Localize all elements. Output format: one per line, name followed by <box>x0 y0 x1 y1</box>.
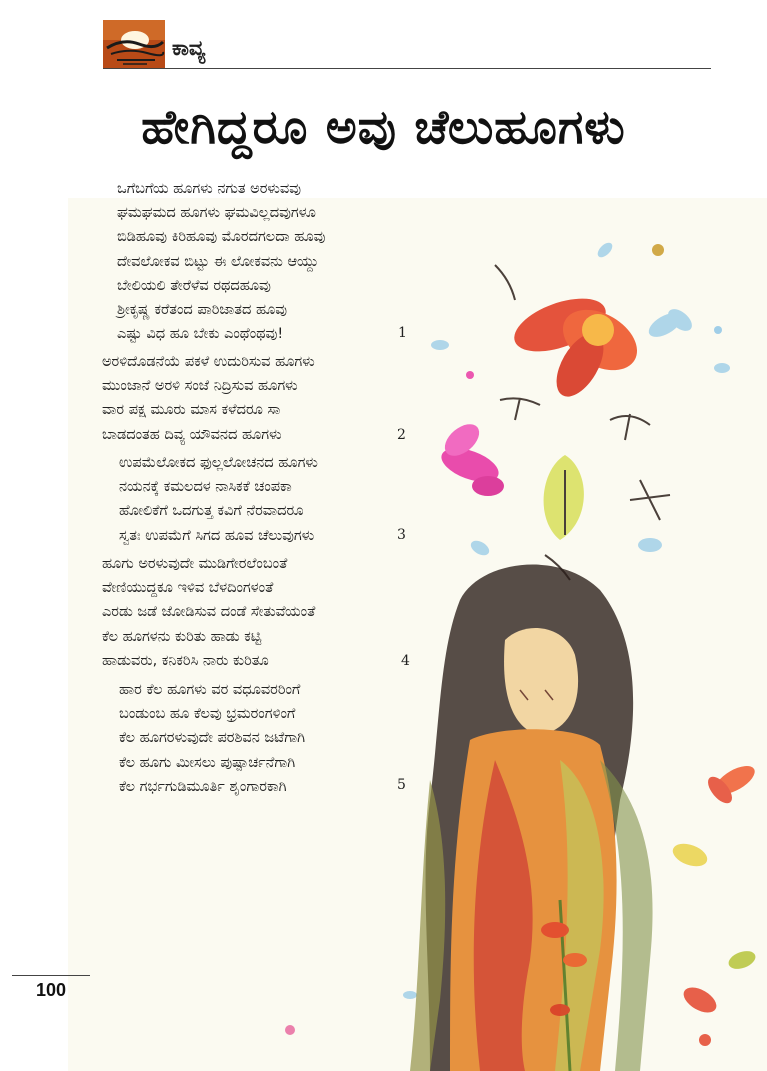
header-rule <box>103 68 711 69</box>
poem-line: ಬಿಡಿಹೂವು ಕಿರಿಹೂವು ಮೊರದಗಲದಾ ಹೂವು <box>117 229 326 246</box>
section-logo <box>103 20 165 68</box>
stanza-4 <box>102 552 315 673</box>
poem-line: ಕೆಲ ಹೂಗರಳುವುದೇ ಪರಶಿವನ ಜಟೆಗಾಗಿ <box>119 730 306 747</box>
stanza-3 <box>119 451 318 548</box>
section-label: ಕಾವ್ಯ <box>172 36 206 60</box>
stanza-number: 1 <box>398 325 407 341</box>
poem-line: ಮುಂಜಾನೆ ಅರಳಿ ಸಂಜೆ ನಿದ್ರಿಸುವ ಹೂಗಳು <box>102 378 298 395</box>
poem-line: ಬಂಡುಂಬ ಹೂ ಕೆಲವು ಭ್ರಮರಂಗಳಿಂಗೆ <box>119 706 296 723</box>
poem-line: ದೇವಲೋಕವ ಬಿಟ್ಟು ಈ ಲೋಕವನು ಆಯ್ದು <box>117 253 319 270</box>
poem-line: ಹೂಗು ಅರಳುವುದೇ ಮುಡಿಗೇರಲೆಂಬಂತೆ <box>102 556 288 572</box>
poem-line: ನಯನಕ್ಕೆ ಕಮಲದಳ ನಾಸಿಕಕೆ ಚಂಪಕಾ <box>119 479 292 496</box>
poem-line: ಹೋಲಿಕೆಗೆ ಒದಗುತ್ತ ಕವಿಗೆ ನೆರವಾದರೂ <box>119 503 304 520</box>
poem-line: ಉಪಮೆಲೋಕದ ಫುಲ್ಲಲೋಚನದ ಹೂಗಳು <box>119 455 318 471</box>
poem-line: ಬಾಡದಂತಹ ದಿವ್ಯ ಯೌವನದ ಹೂಗಳು <box>102 426 282 443</box>
poem-line: ಸ್ವತಃ ಉಪಮೆಗೆ ಸಿಗದ ಹೂವ ಚೆಲುವುಗಳು <box>119 527 315 544</box>
poem-line: ಬೇಲಿಯಲಿ ತೇರೆಳೆವ ರಥದಹೂವು <box>117 277 271 294</box>
poem-line: ಶ್ರೀಕೃಷ್ಣ ಕರೆತಂದ ಪಾರಿಜಾತದ ಹೂವು <box>117 302 288 319</box>
poem-line: ಘಮಘಮದ ಹೂಗಳು ಘಮವಿಲ್ಲದವುಗಳೂ <box>117 205 316 222</box>
stanza-5 <box>119 678 305 799</box>
poem-line: ಎಷ್ಟು ವಿಧ ಹೂ ಬೇಕು ಎಂಥೆಂಥವು! <box>117 326 284 343</box>
poem-line: ಹಾಡುವರು, ಕನಿಕರಿಸಿ ನಾರು ಕುರಿತೂ <box>102 652 269 669</box>
poem-title: ಹೇಗಿದ್ದರೂ ಅವು ಚೆಲುಹೂಗಳು <box>141 100 626 155</box>
poem-line: ಅರಳಿದೊಡನೆಯೆ ಪಕಳೆ ಉದುರಿಸುವ ಹೂಗಳು <box>102 354 315 370</box>
stanza-number: 5 <box>397 777 406 793</box>
stanza-1 <box>117 177 325 346</box>
poem-line: ಒಗೆಬಗೆಯ ಹೂಗಳು ನಗುತ ಅರಳುವವು <box>117 181 301 197</box>
poem-line: ಕೆಲ ಗರ್ಭಗುಡಿಮೂರ್ತಿ ಶೃಂಗಾರಕಾಗಿ <box>119 778 287 795</box>
folio-rule <box>12 975 90 976</box>
page-number: 100 <box>36 980 67 1000</box>
poem-line: ಹಾರ ಕೆಲ ಹೂಗಳು ವರ ವಧೂವರರಿಂಗೆ <box>119 682 301 698</box>
poem-line: ವಾರ ಪಕ್ಷ ಮೂರು ಮಾಸ ಕಳೆದರೂ ಸಾ <box>102 402 281 419</box>
stanza-2 <box>102 350 315 447</box>
stanza-number: 3 <box>397 527 406 543</box>
poem-line: ಎರಡು ಜಡೆ ಜೋಡಿಸುವ ದಂಡೆ ಸೇತುವೆಯಂತೆ <box>102 604 316 621</box>
poem-line: ಕೆಲ ಹೂಗಳನು ಕುರಿತು ಹಾಡು ಕಟ್ಟಿ <box>102 628 262 645</box>
stanza-number: 2 <box>397 427 406 443</box>
stanza-number: 4 <box>401 653 410 669</box>
poem-line: ವೇಣಿಯುದ್ದಕೂ ಇಳಿವ ಬೆಳದಿಂಗಳಂತೆ <box>102 580 274 597</box>
poem-line: ಕೆಲ ಹೂಗು ಮೀಸಲು ಪುಷ್ಪಾರ್ಚನೆಗಾಗಿ <box>119 754 296 771</box>
